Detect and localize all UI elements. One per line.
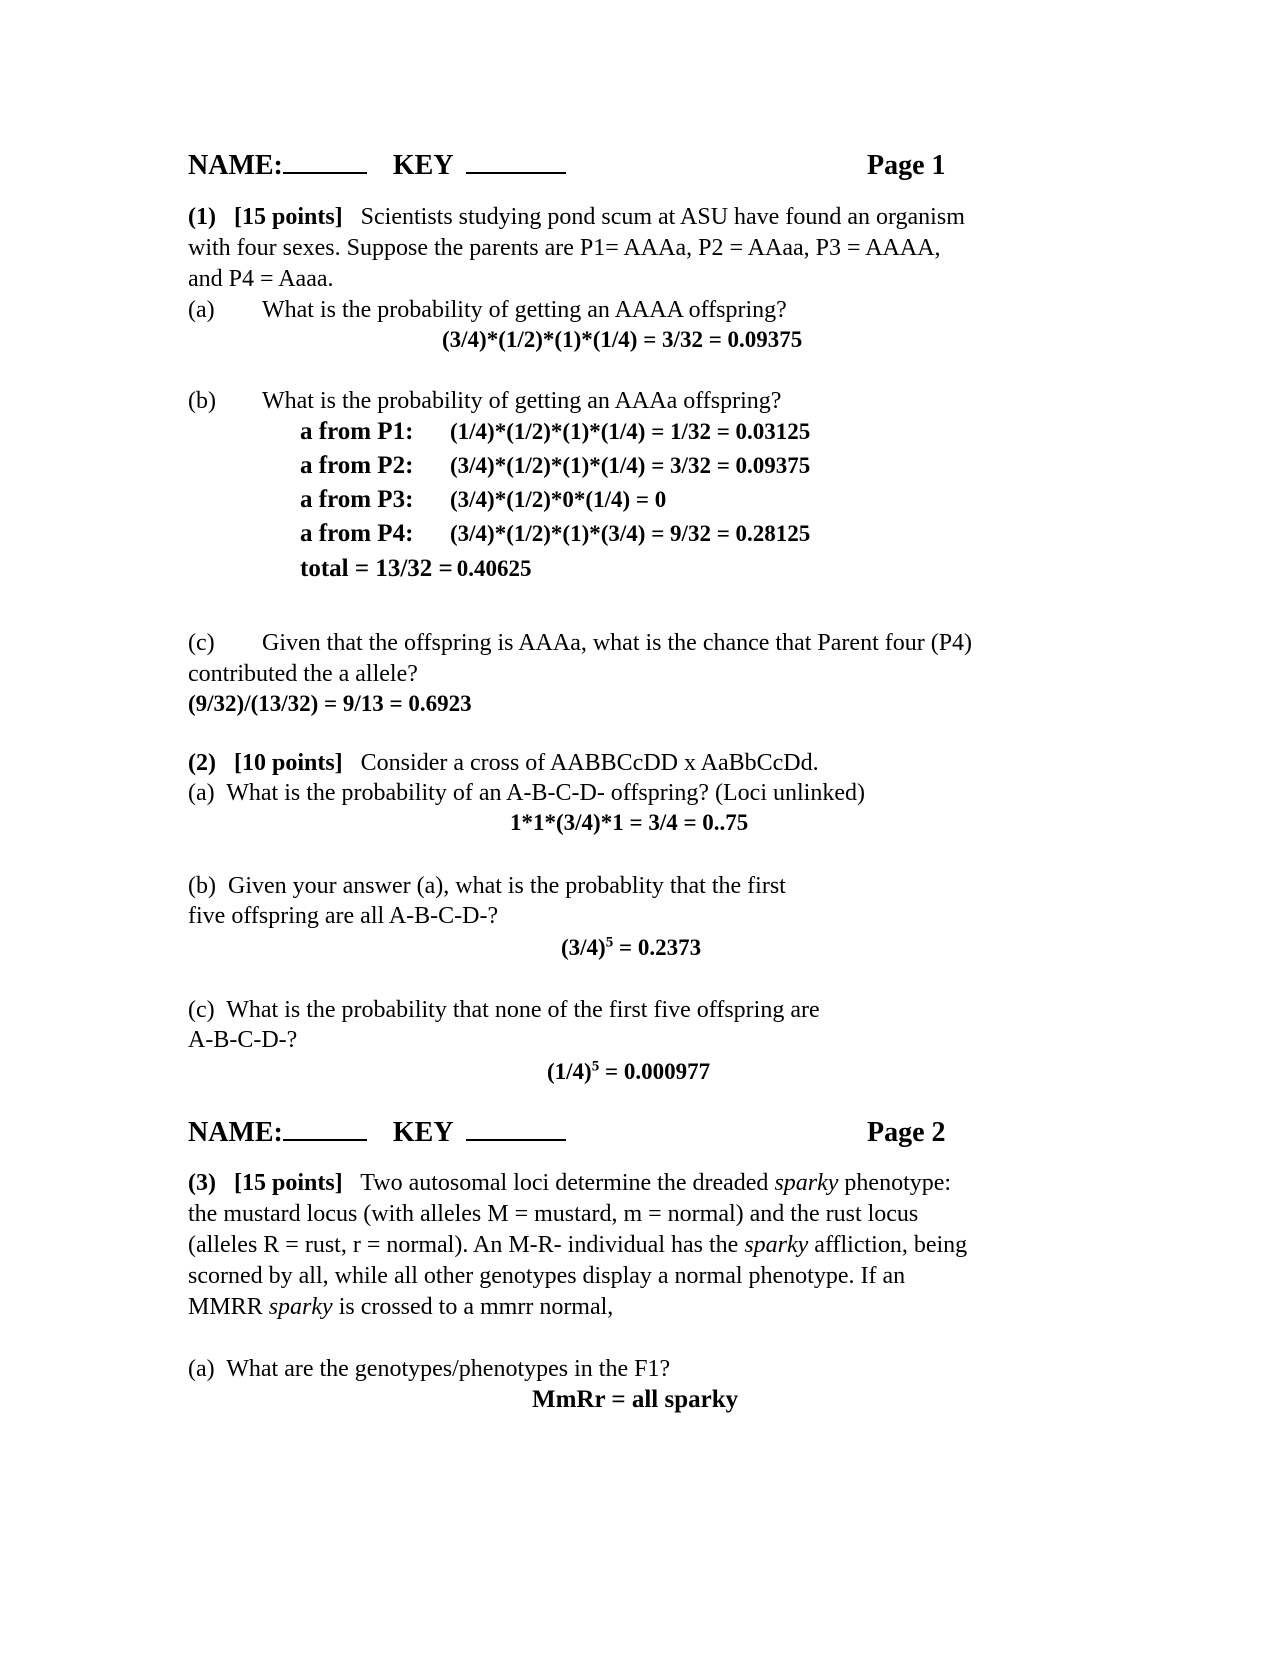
q1c-answer: (9/32)/(13/32) = 9/13 = 0.6923	[188, 691, 472, 716]
q2-intro-text: Consider a cross of AABBCcDD x AaBbCcDd.	[360, 750, 819, 776]
q3a-label: (a)	[188, 1356, 215, 1382]
key-label: KEY	[392, 150, 453, 181]
q3-line5-pre: MMRR	[188, 1294, 263, 1320]
q1b-question: What is the probability of getting an AAAa offspring?	[262, 388, 782, 414]
q3-line3-italic: sparky	[744, 1232, 809, 1258]
q1-intro-line3: and P4 = Aaaa.	[188, 266, 334, 292]
q3-line1-post: phenotype:	[844, 1170, 952, 1196]
q1a-label: (a)	[188, 297, 215, 323]
page1-header	[188, 150, 566, 182]
q3-line5-post: is crossed to a mmrr normal,	[338, 1294, 614, 1320]
q1b-row-label: a from P4:	[300, 520, 414, 547]
q2a-line	[188, 780, 865, 807]
q2b-label: (b)	[188, 873, 216, 899]
q2a-question: What is the probability of an A-B-C-D- offspring? (Loci unlinked)	[226, 780, 865, 806]
q2a-label: (a)	[188, 780, 215, 806]
q2b-answer-base: (3/4)	[561, 935, 606, 960]
q1-intro-text: Scientists studying pond scum at ASU have found an organism	[360, 204, 965, 230]
q3-line1-italic: sparky	[774, 1170, 839, 1196]
key-blank	[466, 171, 566, 174]
q3-line4: scorned by all, while all other genotypes display a normal phenotype. If an	[188, 1263, 906, 1289]
q2b-answer-exponent: 5	[605, 934, 614, 951]
q3-points: [15 points]	[233, 1170, 343, 1196]
q2c-question-line2: A-B-C-D-?	[188, 1027, 298, 1053]
q1b-row-calc: (3/4)*(1/2)*(1)*(3/4) = 9/32 = 0.28125	[450, 521, 811, 546]
q2-intro	[188, 750, 819, 777]
key-blank	[466, 1138, 566, 1141]
q2c-question-line1: What is the probability that none of the first five offspring are	[226, 997, 820, 1023]
name-blank	[283, 171, 367, 174]
q1b-row-calc: (3/4)*(1/2)*(1)*(1/4) = 3/32 = 0.09375	[450, 453, 811, 478]
q3-line3-post: affliction, being	[814, 1232, 968, 1258]
q3-line1-pre: Two autosomal loci determine the dreaded	[360, 1170, 769, 1196]
q1c-question-line1: Given that the offspring is AAAa, what is the chance that Parent four (P4)	[262, 630, 973, 656]
q2b-line1	[188, 873, 786, 900]
q2c-answer-base: (1/4)	[547, 1059, 592, 1084]
q1a-answer: (3/4)*(1/2)*(1)*(1/4) = 3/32 = 0.09375	[442, 327, 803, 352]
q1b-row-calc: (1/4)*(1/2)*(1)*(1/4) = 1/32 = 0.03125	[450, 419, 811, 444]
name-label: NAME:	[188, 1117, 283, 1148]
q1b-row-label: a from P2:	[300, 452, 414, 479]
key-label: KEY	[392, 1117, 453, 1148]
q1-points: [15 points]	[233, 204, 343, 230]
page2-number: Page 2	[867, 1117, 946, 1148]
q2b-question-line1: Given your answer (a), what is the probablity that the first	[227, 873, 786, 899]
q1-number: (1)	[188, 204, 216, 230]
name-blank	[283, 1138, 367, 1141]
q1b-row-p1	[300, 418, 810, 446]
q1b-row-p3	[300, 486, 666, 514]
page2-header	[188, 1117, 566, 1149]
q3-line5	[188, 1294, 613, 1321]
page1-number: Page 1	[867, 150, 946, 181]
q2b-question-line2: five offspring are all A-B-C-D-?	[188, 903, 499, 929]
q1b-row-p4	[300, 520, 810, 548]
q2b-answer	[561, 935, 701, 961]
q3-line1	[188, 1170, 951, 1197]
q2c-label: (c)	[188, 997, 215, 1023]
q1-intro-line1	[188, 204, 965, 231]
q1c-label: (c)	[188, 630, 215, 656]
q2-number: (2)	[188, 750, 216, 776]
q2-points: [10 points]	[233, 750, 343, 776]
q1c-question-line2: contributed the a allele?	[188, 661, 418, 687]
q1b-row-p2	[300, 452, 810, 480]
q3a-answer: MmRr = all sparky	[532, 1386, 739, 1413]
q3a-line	[188, 1356, 670, 1383]
q1-intro-line2: with four sexes. Suppose the parents are P1= AAAa, P2 = AAaa, P3 = AAAA,	[188, 235, 941, 261]
q1b-row-label: a from P1:	[300, 418, 414, 445]
q1b-row-calc: (3/4)*(1/2)*0*(1/4) = 0	[450, 487, 667, 512]
q2c-answer	[547, 1059, 710, 1085]
q1b-total	[300, 555, 532, 583]
q2c-answer-rest: = 0.000977	[599, 1059, 711, 1084]
q3-line3-pre: (alleles R = rust, r = normal). An M-R- individual has the	[188, 1232, 739, 1258]
q3-line2: the mustard locus (with alleles M = mustard, m = normal) and the rust locus	[188, 1201, 919, 1227]
q2c-line1	[188, 997, 820, 1024]
q1b-row-label: a from P3:	[300, 486, 414, 513]
name-label: NAME:	[188, 150, 283, 181]
q3-line5-italic: sparky	[268, 1294, 333, 1320]
q1b-label: (b)	[188, 388, 216, 414]
q3-line3	[188, 1232, 967, 1259]
q2a-answer: 1*1*(3/4)*1 = 3/4 = 0..75	[510, 810, 749, 835]
q1b-total-value: 0.40625	[456, 556, 532, 581]
q3-number: (3)	[188, 1170, 216, 1196]
q1b-total-label: total = 13/32 =	[300, 555, 453, 582]
q2c-answer-exponent: 5	[591, 1058, 600, 1075]
q3a-question: What are the genotypes/phenotypes in the F1?	[226, 1356, 671, 1382]
q1a-question: What is the probability of getting an AAAA offspring?	[262, 297, 787, 323]
q2b-answer-rest: = 0.2373	[613, 935, 702, 960]
